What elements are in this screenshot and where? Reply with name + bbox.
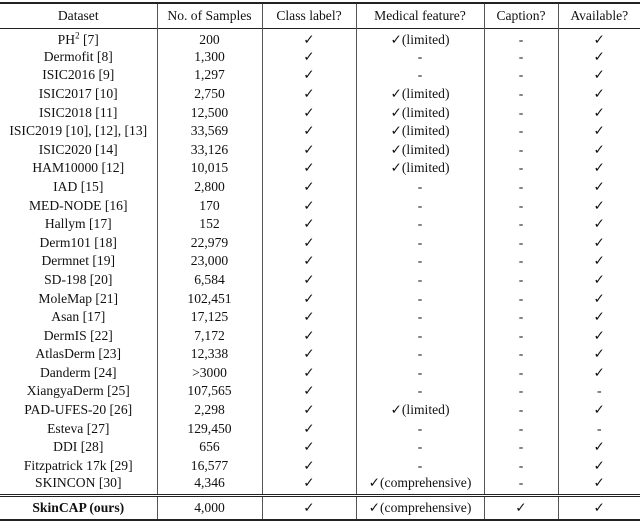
cell-samples: 16,577 xyxy=(157,457,262,476)
cell-caption: - xyxy=(484,66,558,85)
cell-samples: 129,450 xyxy=(157,419,262,438)
cell-medical: ✓(limited) xyxy=(356,140,484,159)
cell-caption: - xyxy=(484,419,558,438)
cell-class: ✓ xyxy=(262,289,356,308)
cell-class: ✓ xyxy=(262,122,356,141)
cell-dataset: ISIC2019 [10], [12], [13] xyxy=(0,122,157,141)
cell-caption: - xyxy=(484,140,558,159)
cell-dataset: IAD [15] xyxy=(0,178,157,197)
cell-medical: - xyxy=(356,382,484,401)
cell-samples: 656 xyxy=(157,438,262,457)
cell-caption: - xyxy=(484,475,558,496)
cell-caption: - xyxy=(484,122,558,141)
cell-class: ✓ xyxy=(262,438,356,457)
cell-caption: - xyxy=(484,457,558,476)
cell-available: ✓ xyxy=(593,290,605,306)
cell-dataset: ISIC2016 [9] xyxy=(0,66,157,85)
cell-available: ✓ xyxy=(593,346,605,362)
table-row xyxy=(0,196,640,215)
cell-medical: - xyxy=(356,326,484,345)
cell-dataset: XiangyaDerm [25] xyxy=(0,382,157,401)
cell-dataset: ISIC2017 [10] xyxy=(0,85,157,104)
table-row xyxy=(0,289,640,308)
header-caption: Caption? xyxy=(484,3,558,28)
table-row xyxy=(0,401,640,420)
cell-dataset: Danderm [24] xyxy=(0,364,157,383)
cell-medical: ✓(limited) xyxy=(356,28,484,48)
cell-caption: - xyxy=(484,103,558,122)
cell-class: ✓ xyxy=(262,159,356,178)
cell-caption: - xyxy=(484,28,558,48)
cell-dataset: AtlasDerm [23] xyxy=(0,345,157,364)
cell-caption: - xyxy=(484,382,558,401)
cell-dataset: Dermnet [19] xyxy=(0,252,157,271)
table-row xyxy=(0,308,640,327)
cell-samples: 107,565 xyxy=(157,382,262,401)
cell-samples: 2,298 xyxy=(157,401,262,420)
cell-dataset: Hallym [17] xyxy=(0,215,157,234)
cell-available: ✓ xyxy=(593,216,605,232)
cell-caption: - xyxy=(484,215,558,234)
cell-available: ✓ xyxy=(593,327,605,343)
cell-samples: 4,000 xyxy=(157,496,262,520)
cell-class: ✓ xyxy=(262,345,356,364)
superscript: 2 xyxy=(75,29,80,40)
cell-samples: 2,800 xyxy=(157,178,262,197)
cell-dataset: PAD-UFES-20 [26] xyxy=(0,401,157,420)
cell-dataset: Derm101 [18] xyxy=(0,233,157,252)
cell-available: ✓ xyxy=(593,364,605,380)
table-row xyxy=(0,233,640,252)
cell-medical: - xyxy=(356,308,484,327)
cell-dataset: Fitzpatrick 17k [29] xyxy=(0,457,157,476)
cell-available: ✓ xyxy=(593,309,605,325)
cell-class: ✓ xyxy=(262,364,356,383)
cell-dataset: DermIS [22] xyxy=(0,326,157,345)
cell-samples: 4,346 xyxy=(157,475,262,496)
table-row xyxy=(0,103,640,122)
cell-samples: 12,500 xyxy=(157,103,262,122)
table-row xyxy=(0,140,640,159)
cell-dataset: ISIC2018 [11] xyxy=(0,103,157,122)
cell-medical: - xyxy=(356,345,484,364)
cell-available: ✓ xyxy=(593,475,605,491)
cell-caption: - xyxy=(484,308,558,327)
cell-available: ✓ xyxy=(593,31,605,47)
table-row xyxy=(0,271,640,290)
cell-samples: 33,126 xyxy=(157,140,262,159)
cell-dataset: SD-198 [20] xyxy=(0,271,157,290)
cell-class: ✓ xyxy=(262,48,356,67)
header-medical-feature: Medical feature? xyxy=(356,3,484,28)
cell-medical: - xyxy=(356,252,484,271)
cell-available: ✓ xyxy=(593,141,605,157)
cell-class: ✓ xyxy=(262,178,356,197)
cell-samples: 33,569 xyxy=(157,122,262,141)
cell-medical: - xyxy=(356,419,484,438)
cell-class: ✓ xyxy=(262,215,356,234)
cell-available: ✓ xyxy=(593,67,605,83)
header-available: Available? xyxy=(570,7,629,23)
table-row xyxy=(0,345,640,364)
cell-dataset: Esteva [27] xyxy=(0,419,157,438)
cell-class: ✓ xyxy=(262,419,356,438)
table-row xyxy=(0,382,640,401)
cell-available: - xyxy=(596,420,602,436)
dataset-name: PH xyxy=(57,31,76,47)
cell-dataset: Asan [17] xyxy=(0,308,157,327)
cell-available: ✓ xyxy=(593,457,605,473)
cell-dataset: DDI [28] xyxy=(0,438,157,457)
cell-medical: - xyxy=(356,178,484,197)
table-row xyxy=(0,457,640,476)
cell-samples: 22,979 xyxy=(157,233,262,252)
cell-class: ✓ xyxy=(262,457,356,476)
cell-available: ✓ xyxy=(593,104,605,120)
cell-dataset: SKINCON [30] xyxy=(0,475,157,496)
cell-medical: - xyxy=(356,271,484,290)
cell-samples: 12,338 xyxy=(157,345,262,364)
cell-caption: - xyxy=(484,48,558,67)
cell-medical: ✓(comprehensive) xyxy=(356,475,484,496)
cell-samples: 7,172 xyxy=(157,326,262,345)
cell-medical: ✓(limited) xyxy=(356,122,484,141)
cell-available: ✓ xyxy=(593,85,605,101)
cell-available: ✓ xyxy=(593,160,605,176)
cell-dataset: ISIC2020 [14] xyxy=(0,140,157,159)
cell-class: ✓ xyxy=(262,103,356,122)
cell-medical: ✓(comprehensive) xyxy=(356,496,484,520)
cell-samples: 170 xyxy=(157,196,262,215)
cell-caption: - xyxy=(484,233,558,252)
table-row xyxy=(0,326,640,345)
cell-samples: 23,000 xyxy=(157,252,262,271)
cell-class: ✓ xyxy=(262,196,356,215)
cell-medical: ✓(limited) xyxy=(356,85,484,104)
cell-medical: - xyxy=(356,233,484,252)
cell-medical: - xyxy=(356,215,484,234)
cell-dataset: MED-NODE [16] xyxy=(0,196,157,215)
cell-samples: 17,125 xyxy=(157,308,262,327)
cell-class: ✓ xyxy=(262,475,356,496)
cell-class: ✓ xyxy=(262,382,356,401)
cell-available: ✓ xyxy=(593,234,605,250)
cell-caption: - xyxy=(484,178,558,197)
header-dataset: Dataset xyxy=(0,3,157,28)
cell-dataset: SkinCAP (ours) xyxy=(0,496,157,520)
cell-caption: - xyxy=(484,196,558,215)
cell-samples: 1,297 xyxy=(157,66,262,85)
cell-samples: >3000 xyxy=(157,364,262,383)
cell-samples: 6,584 xyxy=(157,271,262,290)
cell-class: ✓ xyxy=(262,271,356,290)
cell-medical: ✓(limited) xyxy=(356,103,484,122)
cell-caption: - xyxy=(484,252,558,271)
table-row xyxy=(0,48,640,67)
cell-caption: - xyxy=(484,271,558,290)
table-row xyxy=(0,85,640,104)
cell-class: ✓ xyxy=(262,140,356,159)
header-class-label: Class label? xyxy=(262,3,356,28)
cell-available: ✓ xyxy=(593,402,605,418)
table-row xyxy=(0,178,640,197)
table-row xyxy=(0,475,640,496)
cell-available: ✓ xyxy=(593,197,605,213)
header-row xyxy=(0,3,640,28)
dataset-comparison-table xyxy=(0,2,640,521)
cell-caption: - xyxy=(484,364,558,383)
cell-samples: 10,015 xyxy=(157,159,262,178)
cell-available: ✓ xyxy=(593,253,605,269)
cell-class: ✓ xyxy=(262,252,356,271)
cell-class: ✓ xyxy=(262,308,356,327)
cell-class: ✓ xyxy=(262,496,356,520)
table-row xyxy=(0,438,640,457)
cell-available: ✓ xyxy=(593,178,605,194)
cell-medical: - xyxy=(356,48,484,67)
cell-samples: 102,451 xyxy=(157,289,262,308)
cell-class: ✓ xyxy=(262,401,356,420)
cell-dataset: Dermofit [8] xyxy=(0,48,157,67)
cell-medical: ✓(limited) xyxy=(356,401,484,420)
cell-available: ✓ xyxy=(593,123,605,139)
cell-medical: - xyxy=(356,457,484,476)
cell-caption: - xyxy=(484,326,558,345)
table-row xyxy=(0,122,640,141)
cell-medical: - xyxy=(356,289,484,308)
header-samples: No. of Samples xyxy=(157,3,262,28)
cell-medical: - xyxy=(356,438,484,457)
cell-caption: - xyxy=(484,438,558,457)
cell-class: ✓ xyxy=(262,28,356,48)
cell-caption: - xyxy=(484,159,558,178)
cell-available: ✓ xyxy=(593,439,605,455)
cell-caption: - xyxy=(484,85,558,104)
cell-medical: ✓(limited) xyxy=(356,159,484,178)
cell-available: ✓ xyxy=(593,499,605,515)
cell-dataset: HAM10000 [12] xyxy=(0,159,157,178)
reference: [7] xyxy=(79,31,99,47)
table-row xyxy=(0,159,640,178)
cell-caption: - xyxy=(484,401,558,420)
cell-medical: - xyxy=(356,66,484,85)
cell-samples: 2,750 xyxy=(157,85,262,104)
table-row xyxy=(0,364,640,383)
cell-samples: 1,300 xyxy=(157,48,262,67)
cell-medical: - xyxy=(356,196,484,215)
cell-class: ✓ xyxy=(262,66,356,85)
table-row xyxy=(0,28,640,48)
table-row xyxy=(0,66,640,85)
cell-caption: - xyxy=(484,345,558,364)
cell-dataset: MoleMap [21] xyxy=(0,289,157,308)
cell-available: ✓ xyxy=(593,48,605,64)
cell-class: ✓ xyxy=(262,233,356,252)
cell-samples: 152 xyxy=(157,215,262,234)
table-row xyxy=(0,252,640,271)
cell-class: ✓ xyxy=(262,326,356,345)
cell-samples: 200 xyxy=(157,28,262,48)
cell-available: ✓ xyxy=(593,271,605,287)
cell-medical: - xyxy=(356,364,484,383)
cell-class: ✓ xyxy=(262,85,356,104)
table-row xyxy=(0,215,640,234)
cell-caption: ✓ xyxy=(484,496,558,520)
cell-available: - xyxy=(596,383,602,399)
cell-caption: - xyxy=(484,289,558,308)
table-row xyxy=(0,419,640,438)
cell-dataset xyxy=(0,28,157,48)
